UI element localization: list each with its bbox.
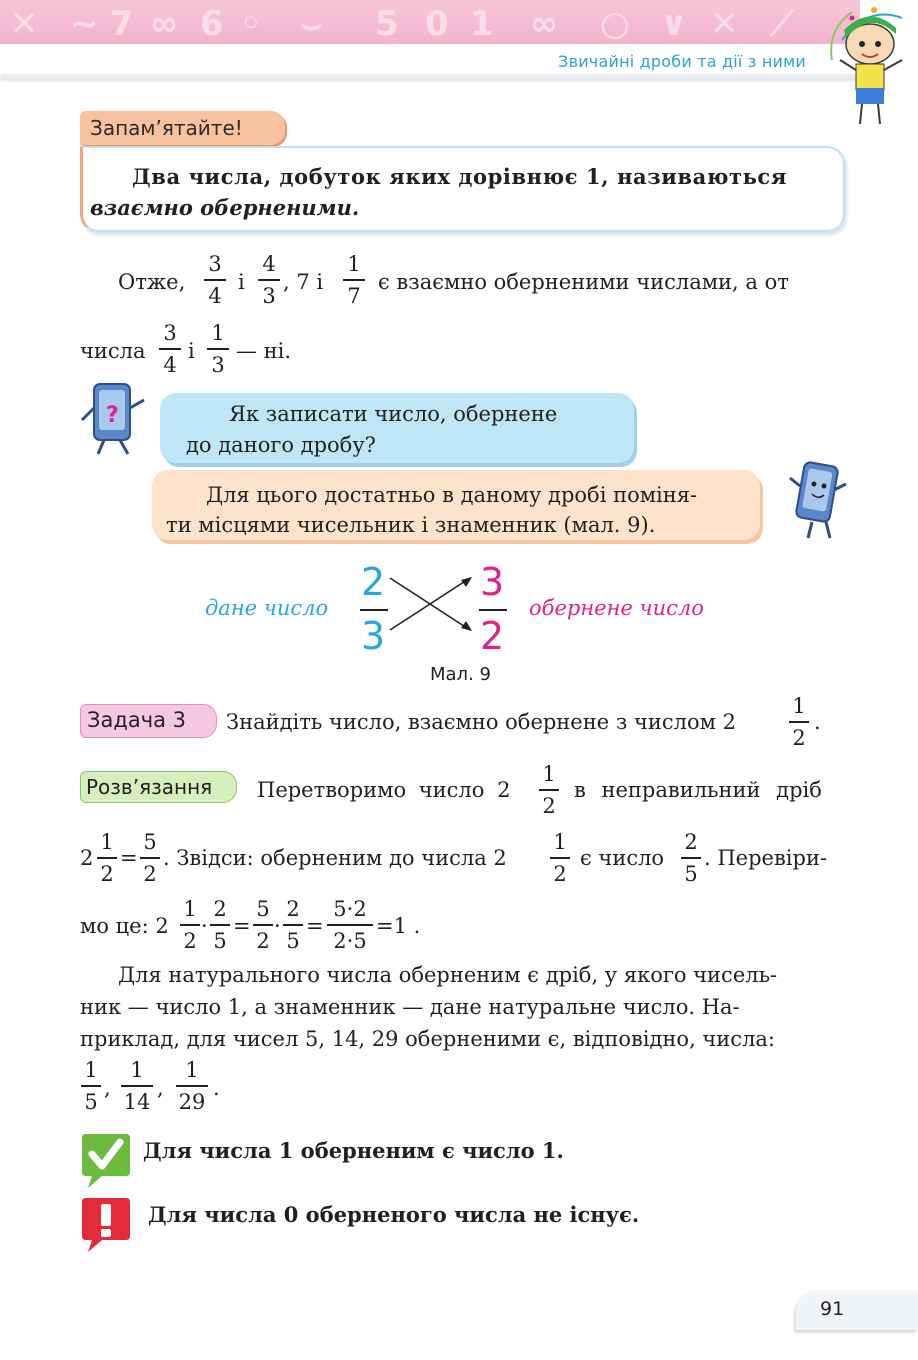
chapter-title: Звичайні дроби та дії з ними [558, 52, 806, 71]
fraction: 5 2 [252, 895, 274, 955]
decor-glyph: 6 [200, 4, 224, 44]
fraction: 4 3 [257, 250, 281, 310]
solution-text: =1 . [376, 914, 421, 938]
decor-glyph: ✕ [10, 4, 39, 44]
solution-label: Розв’язання [86, 775, 213, 799]
remember-label: Запам’ятайте! [90, 116, 243, 140]
fraction: 1 3 [206, 319, 230, 379]
question-line-1: Як записати число, обернене [229, 402, 558, 426]
decor-glyph: ∞ [150, 4, 179, 44]
decor-glyph: 5 [375, 4, 399, 44]
fraction: 1 2 [538, 760, 560, 820]
separator: , [104, 1076, 111, 1100]
remember-tag [80, 111, 285, 145]
decor-glyph: 7 [110, 4, 134, 44]
remember-line-1: Два числа, добуток яких дорівнює 1, називаються [132, 164, 787, 189]
fraction: 1 7 [342, 250, 366, 310]
decor-glyph: ◦ [240, 4, 262, 44]
intro-word: числа [80, 339, 146, 363]
inverse-number-label: обернене число [529, 596, 704, 620]
decor-glyph: ✕ [710, 4, 739, 44]
decor-glyph: ∼ [70, 4, 99, 44]
natural-line-1: Для натурального числа оберненим є дріб, у якого чисель- [118, 963, 778, 987]
natural-end: . [213, 1076, 220, 1100]
checkmark-icon [80, 1132, 132, 1190]
note-warning-text: Для числа 0 оберненого числа не існує. [148, 1202, 640, 1227]
decor-glyph: 1 [470, 4, 494, 44]
fraction: 5 2 [139, 828, 161, 888]
solution-text: є число [580, 846, 665, 870]
given-number-label: дане число [205, 596, 329, 620]
note-check-text: Для числа 1 оберненим є число 1. [143, 1138, 564, 1163]
inverse-denominator: 2 [480, 614, 505, 658]
task-label: Задача 3 [87, 708, 187, 732]
intro-word: Отже, [118, 270, 186, 294]
fraction: 1 29 [175, 1056, 209, 1116]
intro-and: і [238, 270, 245, 294]
solution-text: Перетворимо число 2 [257, 778, 511, 802]
intro-and: і [188, 339, 195, 363]
svg-text:?: ? [106, 403, 119, 428]
fraction: 1 2 [788, 692, 810, 752]
decor-glyph: ∨ [660, 4, 688, 44]
given-denominator: 3 [361, 614, 386, 658]
decor-glyph: 0 [425, 4, 449, 44]
task-tag [80, 704, 217, 738]
separator: , [157, 1076, 164, 1100]
header-rule [0, 74, 860, 79]
fraction: 3 4 [158, 319, 182, 379]
fraction: 5·2 2·5 [326, 895, 374, 955]
page-number: 91 [820, 1298, 845, 1320]
given-fraction-bar [360, 609, 388, 611]
fraction: 1 2 [549, 828, 571, 888]
intro-text: — ні. [236, 339, 292, 363]
dot-sign: · [274, 914, 281, 938]
fraction: 1 5 [80, 1056, 102, 1116]
given-numerator: 2 [361, 560, 386, 604]
intro-text: є взаємно оберненими числами, а от [378, 270, 789, 294]
fraction: 1 14 [120, 1056, 154, 1116]
inverse-fraction-bar [479, 609, 507, 611]
remember-line-2: взаємно оберненими. [90, 195, 360, 220]
natural-line-3: приклад, для чисел 5, 14, 29 оберненими є, відповідно, числа: [80, 1027, 775, 1051]
task-end: . [814, 710, 821, 734]
mascot-boy-icon [822, 0, 918, 130]
decor-glyph: ∞ [530, 4, 559, 44]
fraction: 2 5 [209, 895, 231, 955]
dot-sign: · [201, 914, 208, 938]
decor-glyph: ⟋ [770, 4, 794, 44]
question-line-2: до даного дробу? [186, 433, 376, 457]
inverse-numerator: 3 [480, 560, 505, 604]
answer-line-1: Для цього достатньо в даному дробі поміня- [206, 483, 698, 507]
question-robot-icon [80, 378, 150, 458]
fraction: 3 4 [203, 250, 227, 310]
decor-glyph: ○ [600, 4, 630, 44]
solution-text: . Перевіри- [704, 846, 828, 870]
natural-line-2: ник — число 1, а знаменник — дане натуральне число. На- [80, 995, 740, 1019]
equals-sign: = [120, 846, 138, 870]
intro-text: , 7 і [283, 270, 324, 294]
decor-glyph: ⌣ [300, 4, 323, 44]
exclamation-icon [80, 1196, 132, 1254]
page-number-tab [796, 1290, 918, 1330]
solution-text: мо це: 2 [80, 914, 169, 938]
figure-caption: Мал. 9 [430, 664, 491, 685]
answer-line-2: ти місцями чисельник і знаменник (мал. 9). [166, 513, 656, 537]
solution-tag [80, 771, 237, 803]
solution-text: 2 [80, 846, 94, 870]
header-band [0, 0, 860, 44]
fraction: 2 5 [680, 828, 702, 888]
solution-text: в неправильний дріб [574, 778, 822, 802]
fraction: 1 2 [179, 895, 201, 955]
answer-robot-icon [786, 458, 852, 542]
swap-arrows-icon [386, 570, 478, 636]
equals-sign: = [306, 914, 324, 938]
solution-text: . Звідси: оберненим до числа 2 [163, 846, 507, 870]
equals-sign: = [233, 914, 251, 938]
fraction: 2 5 [282, 895, 304, 955]
task-text: Знайдіть число, взаємно обернене з числом 2 [226, 710, 736, 734]
fraction: 1 2 [96, 828, 118, 888]
